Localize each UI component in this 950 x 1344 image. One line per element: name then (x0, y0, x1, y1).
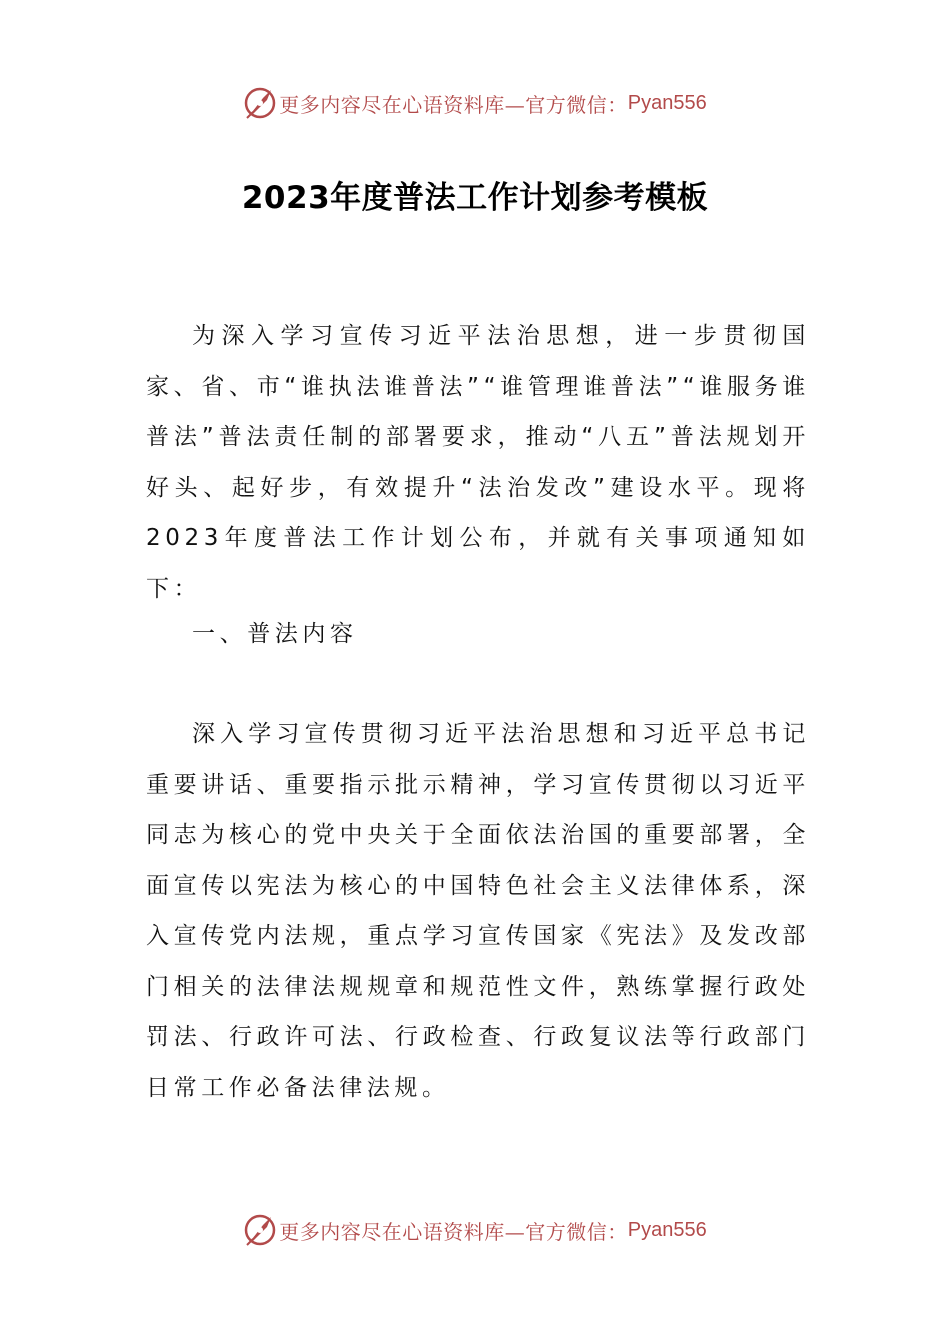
quill-pen-logo-icon (243, 1213, 277, 1247)
watermark-text: 更多内容尽在心语资料库—官方微信： (279, 1219, 628, 1244)
section-1-heading: 一、普法内容 (192, 621, 358, 647)
section-1-paragraph: 深入学习宣传贯彻习近平法治思想和习近平总书记重要讲话、重要指示批示精神，学习宣传贯彻以习近平同志为核心的党中央关于全面依法治国的重要部署，全面宣传以宪法为核心的中国特色社会主义法律体系，深入宣传党内法规，重点学习宣传国家《宪法》及发改部门相关的法律法规规章和规范性文件，熟练掌握行政处罚法、行政许可法、行政检查、行政复议法等行政部门日常工作必备法律法规。 (146, 721, 810, 1101)
intro-paragraph: 为深入学习宣传习近平法治思想，进一步贯彻国家、省、市“谁执法谁普法”“谁管理谁普法”“谁服务谁普法”普法责任制的部署要求，推动“八五”普法规划开好头、起好步，有效提升“法治发改”建设水平。现将2023年度普法工作计划公布，并就有关事项通知如下： (146, 323, 810, 602)
header-watermark-banner (0, 83, 950, 123)
section-1-body (146, 709, 810, 1113)
watermark-text: 更多内容尽在心语资料库—官方微信： (279, 92, 628, 117)
section-1-heading-block (146, 609, 810, 660)
document-title: 2023年度普法工作计划参考模板 (241, 180, 709, 216)
watermark-wechat-id: Pyan556 (627, 1218, 707, 1241)
watermark-wechat-id: Pyan556 (627, 91, 707, 114)
quill-pen-logo-icon (243, 86, 277, 120)
footer-watermark-banner (0, 1210, 950, 1250)
intro-section (146, 311, 810, 614)
